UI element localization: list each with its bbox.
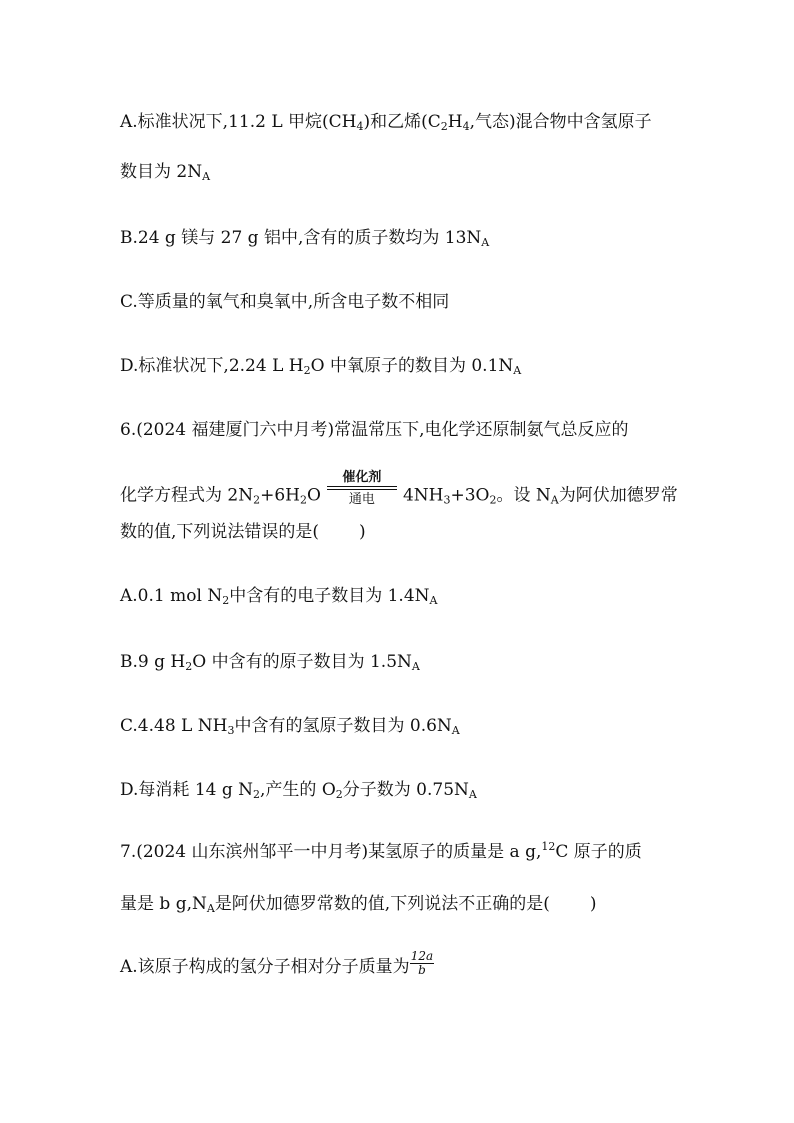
text: H (447, 112, 463, 132)
subscript: A (550, 493, 559, 507)
condition-catalyst: 催化剂 (342, 470, 382, 485)
subscript: 2 (222, 594, 230, 607)
subscript: 2 (253, 788, 261, 801)
subscript: 4 (356, 120, 364, 133)
subscript: 3 (443, 493, 451, 507)
q6-stem-line2 (120, 470, 678, 514)
text: O (307, 485, 321, 506)
q6-stem-line1 (120, 418, 629, 442)
q6-stem-line3 (120, 520, 366, 544)
text: A.该原子构成的氢分子相对分子质量为 (120, 957, 410, 977)
text: 量是 b g,N (120, 894, 207, 914)
text: A.0.1 mol N (120, 586, 223, 606)
text: C.4.48 L NH (120, 716, 228, 736)
text: 中含有的氢原子数目为 0.6N (234, 716, 452, 736)
superscript: 12 (541, 840, 556, 853)
text: ,气态)混合物中含氢原子 (469, 112, 652, 132)
text: B.9 g H (120, 652, 186, 672)
text: +3O (450, 485, 490, 506)
reaction-condition (327, 470, 397, 514)
subscript: 2 (253, 493, 261, 507)
text: )和乙烯(C (363, 112, 441, 132)
text: 化学方程式为 2N (120, 485, 254, 506)
q5-option-d (120, 354, 521, 378)
text: C 原子的质 (555, 842, 642, 862)
condition-electrolysis: 通电 (348, 492, 375, 507)
q6-option-c (120, 714, 460, 738)
subscript: A (513, 364, 522, 377)
text: ,产生的 O (260, 780, 336, 800)
text: +6H (260, 485, 300, 506)
q6-option-a (120, 584, 437, 608)
subscript: 3 (227, 724, 235, 737)
text: C.等质量的氧气和臭氧中,所含电子数不相同 (120, 292, 450, 312)
subscript: A (411, 660, 420, 673)
q5-option-a-line2 (120, 160, 210, 184)
subscript: 2 (300, 493, 307, 507)
subscript: 4 (462, 120, 470, 133)
subscript: A (429, 594, 438, 607)
text: D.每消耗 14 g N (120, 780, 254, 800)
fraction-numerator: 12a (410, 949, 434, 963)
subscript: A (468, 788, 477, 801)
text: 4NH (402, 485, 444, 506)
q7-option-a (120, 949, 434, 981)
subscript: 2 (185, 660, 193, 673)
q7-stem-line1 (120, 840, 642, 864)
text: O 中含有的原子数目为 1.5N (192, 652, 412, 672)
q5-option-a-line1 (120, 110, 652, 134)
fraction (410, 950, 434, 977)
subscript: 2 (489, 493, 497, 507)
text: D.标准状况下,2.24 L H (120, 356, 304, 376)
text: 数目为 2N (120, 162, 203, 182)
text: 6.(2024 福建厦门六中月考)常温常压下,电化学还原制氨气总反应的 (120, 420, 629, 440)
text: 为阿伏加德罗常 (558, 485, 678, 506)
text: 是阿伏加德罗常数的值,下列说法不正确的是( (214, 894, 550, 914)
text: 数的值,下列说法错误的是( (120, 522, 320, 542)
equals-bar (327, 486, 397, 490)
text: O 中氧原子的数目为 0.1N (310, 356, 514, 376)
q6-option-d (120, 778, 477, 802)
text: B.24 g 镁与 27 g 铝中,含有的质子数均为 13N (120, 228, 482, 248)
subscript: A (206, 902, 215, 915)
q6-option-b (120, 650, 420, 674)
text: ) (589, 894, 597, 914)
text: A.标准状况下,11.2 L 甲烷(CH (120, 112, 357, 132)
text: 。设 N (496, 485, 551, 506)
fraction-denominator: b (418, 963, 426, 977)
subscript: A (481, 236, 490, 249)
subscript: A (202, 170, 211, 183)
text: ) (359, 522, 366, 542)
subscript: A (451, 724, 460, 737)
text: 分子数为 0.75N (342, 780, 469, 800)
q5-option-b (120, 226, 489, 250)
subscript: 2 (335, 788, 343, 801)
subscript: 2 (440, 120, 448, 133)
text: 中含有的电子数目为 1.4N (229, 586, 430, 606)
text: 7.(2024 山东滨州邹平一中月考)某氢原子的质量是 a g, (120, 842, 542, 862)
subscript: 2 (303, 364, 311, 377)
q7-stem-line2 (120, 892, 597, 916)
q5-option-c (120, 290, 449, 314)
